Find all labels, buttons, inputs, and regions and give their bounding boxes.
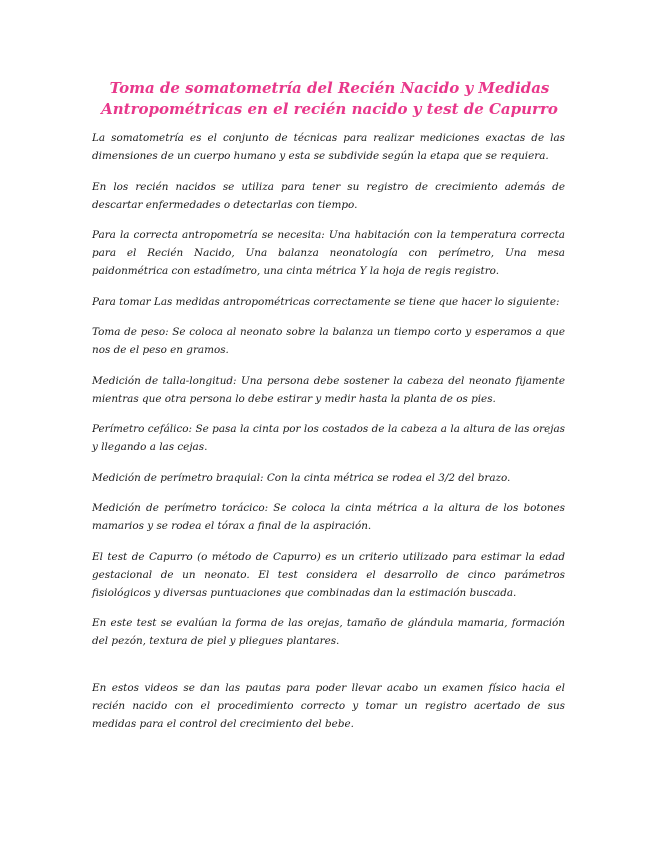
paragraph-recien-nacidos: En los recién nacidos se utiliza para tener su registro de crecimiento además de descartar enfermedades o detectarlas con tiempo.: [92, 180, 565, 211]
paragraph-requisitos: Para la correcta antropometría se necesita: Una habitación con la temperatura correcta para el Recién Nacido, Una balanza neonatología con perímetro, Una mesa paidonmétrica con estadímetro, una cinta métrica Y la hoja de regis registro.: [92, 229, 565, 277]
paragraph-evaluacion: En este test se evalúan la forma de las orejas, tamaño de glándula mamaria, formación del pezón, textura de piel y pliegues plantares.: [92, 617, 565, 647]
paragraph-perimetro-braquial: Medición de perímetro braquial: Con la cinta métrica se rodea el 3/2 del brazo.: [92, 471, 511, 484]
paragraph-test-capurro: El test de Capurro (o método de Capurro) es un criterio utilizado para estimar la edad gestacional de un neonato. El test considera el desarrollo de cinco parámetros fisiológicos y diversas puntuaciones que combinadas dan la estimación buscada.: [92, 550, 565, 599]
paragraph-videos: En estos videos se dan las pautas para poder llevar acabo un examen físico hacia el recién nacido con el procedimiento correcto y tomar un registro acertado de sus medidas para el control del crecimiento del bebe.: [92, 682, 565, 730]
paragraph-instrucciones: Para tomar Las medidas antropométricas correctamente se tiene que hacer lo siguiente:: [92, 295, 560, 308]
paragraph-talla-longitud: Medición de talla-longitud: Una persona debe sostener la cabeza del neonato fijamente mientras que otra persona lo debe estirar y medir hasta la planta de os pies.: [92, 374, 565, 405]
paragraph-perimetro-toracico: Medición de perímetro torácico: Se coloca la cinta métrica a la altura de los botones mamarios y se rodea el tórax a final de la aspiración.: [92, 502, 565, 532]
paragraph-somatometria: La somatometría es el conjunto de técnicas para realizar mediciones exactas de las dimensiones de un cuerpo humano y esta se subdivide según la etapa que se requiera.: [92, 132, 565, 162]
document-body: [92, 129, 565, 746]
document-title: Toma de somatometría del Recién Nacido y Medidas Antropométricas en el recién nacido y test de Capurro: [101, 79, 558, 118]
paragraph-toma-peso: Toma de peso: Se coloca al neonato sobre la balanza un tiempo corto y esperamos a que nos de el peso en gramos.: [92, 326, 565, 356]
paragraph-perimetro-cefalico: Perímetro cefálico: Se pasa la cinta por los costados de la cabeza a la altura de las orejas y llegando a las cejas.: [92, 423, 565, 453]
